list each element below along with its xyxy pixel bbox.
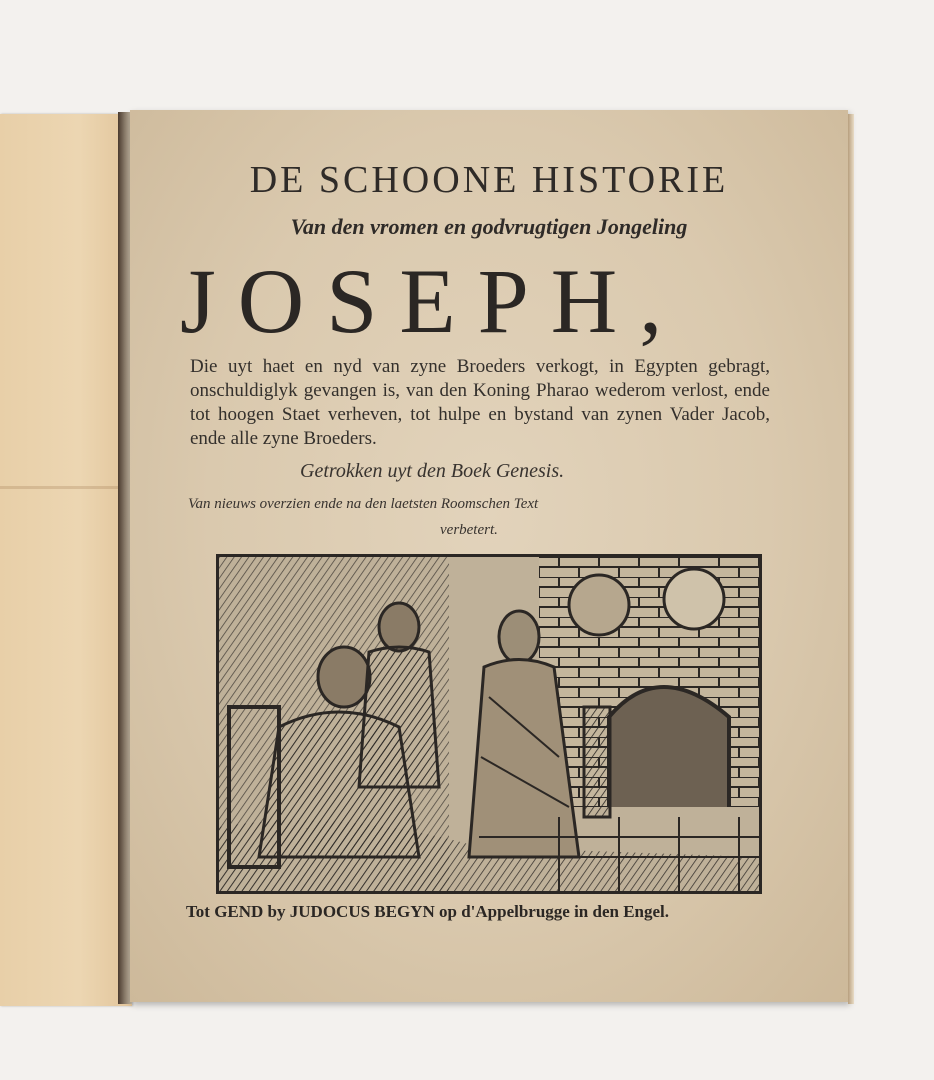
- endpaper-fold: [0, 486, 132, 489]
- revision-line-1: Van nieuws overzien ende na den laetsten Roomschen Text: [188, 496, 539, 512]
- title-line-2: Van den vromen en godvrugtigen Jongeling: [290, 214, 688, 239]
- left-endpaper: [0, 114, 132, 1006]
- title-main: JOSEPH,: [180, 250, 685, 352]
- title-page: [130, 110, 848, 1002]
- title-line-1: DE SCHOONE HISTORIE: [249, 159, 729, 201]
- woodcut-image: [219, 557, 759, 891]
- source-line: Getrokken uyt den Boek Genesis.: [300, 460, 565, 482]
- revision-line-2: verbetert.: [440, 522, 498, 538]
- imprint-line: Tot GEND by JUDOCUS BEGYN op d'Appelbrugge in den Engel.: [186, 902, 670, 921]
- woodcut-illustration: [216, 554, 762, 894]
- description-paragraph: Die uyt haet en nyd van zyne Broeders verkogt, in Egypten gebragt, onschuldiglyk gevangen is, van den Koning Pharao wederom verlost, ende tot hoogen Staet verheven, tot hulpe en bystand van zynen Vader Jacob, ende alle zyne Broeders.: [190, 356, 770, 449]
